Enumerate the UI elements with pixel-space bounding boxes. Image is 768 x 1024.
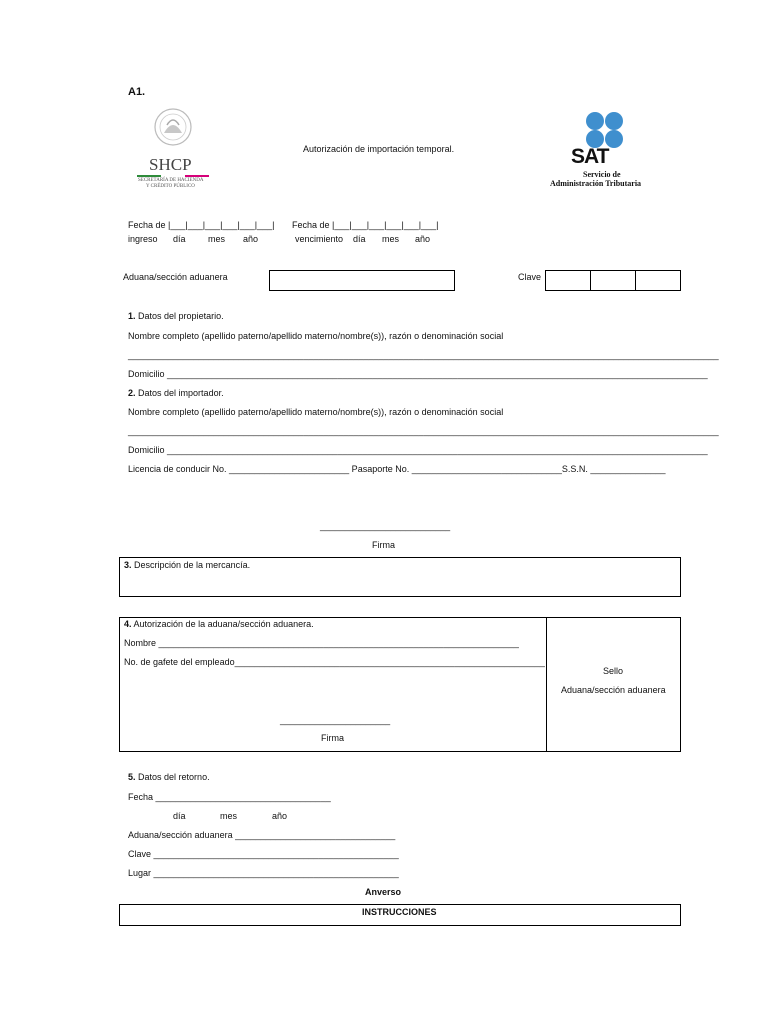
sat-line2: Administración Tributaria: [550, 179, 642, 188]
shcp-color-bar: [137, 175, 209, 177]
clave-input-1[interactable]: [545, 270, 591, 291]
s4-gafete[interactable]: No. de gafete del empleado______________________________________________________________: [124, 657, 545, 667]
fecha-ingreso-label: Fecha de |___|___|___|___|___|___|: [128, 220, 275, 230]
s2-heading: 2. Datos del importador.: [128, 388, 224, 398]
document-title: Autorización de importación temporal.: [303, 144, 455, 154]
s5-fecha[interactable]: Fecha ___________________________________: [128, 792, 331, 802]
clave-input-2[interactable]: [590, 270, 636, 291]
shcp-acronym: SHCP: [149, 155, 192, 174]
s2-nombre-label: Nombre completo (apellido paterno/apellido materno/nombre(s)), razón o denominación social: [128, 407, 504, 417]
fecha-vencimiento-sub: vencimiento: [295, 234, 344, 244]
s2-licencia-pasaporte-ssn[interactable]: Licencia de conducir No. ________________________ Pasaporte No. ______________________________S.S.N. _______________: [128, 464, 666, 474]
ingreso-mes: mes: [208, 234, 226, 244]
vencimiento-dia: día: [353, 234, 366, 244]
s2-domicilio[interactable]: Domicilio ____________________________________________________________________________________________________________: [128, 445, 708, 455]
s1-nombre-label: Nombre completo (apellido paterno/apellido materno/nombre(s)), razón o denominación social: [128, 331, 504, 341]
fecha-vencimiento-label: Fecha de |___|___|___|___|___|___|: [292, 220, 439, 230]
ingreso-dia: día: [173, 234, 186, 244]
vencimiento-mes: mes: [382, 234, 400, 244]
s5-mes: mes: [220, 811, 238, 821]
s4-firma-line[interactable]: ______________________: [280, 715, 391, 725]
mexico-seal-icon: [150, 107, 196, 147]
s5-dia: día: [173, 811, 186, 821]
firma-line[interactable]: __________________________: [320, 521, 451, 531]
s5-heading: 5. Datos del retorno.: [128, 772, 210, 782]
s5-clave[interactable]: Clave _________________________________________________: [128, 849, 399, 859]
sello-label: Sello: [603, 666, 624, 676]
vencimiento-ano: año: [415, 234, 431, 244]
s3-heading: 3. Descripción de la mercancía.: [124, 560, 251, 570]
clave-label: Clave: [518, 272, 542, 282]
s1-domicilio[interactable]: Domicilio ____________________________________________________________________________________________________________: [128, 369, 708, 379]
shcp-line2: Y CRÉDITO PÚBLICO: [146, 184, 195, 189]
shcp-line1: SECRETARÍA DE HACIENDA: [138, 178, 204, 183]
s4-firma-label: Firma: [321, 733, 344, 743]
clave-input-3[interactable]: [635, 270, 681, 291]
form-code: A1.: [128, 86, 146, 98]
s1-nombre-line[interactable]: ______________________________________________________________________________________________________________________: [128, 350, 719, 360]
s5-lugar[interactable]: Lugar _________________________________________________: [128, 868, 399, 878]
anverso-label: Anverso: [365, 887, 402, 897]
s5-ano: año: [272, 811, 288, 821]
fecha-ingreso-sub: ingreso: [128, 234, 158, 244]
s1-heading: 1. Datos del propietario.: [128, 311, 224, 321]
aduana-label: Aduana/sección aduanera: [123, 272, 228, 282]
firma-label: Firma: [372, 540, 395, 550]
ingreso-ano: año: [243, 234, 259, 244]
sello-sub-label: Aduana/sección aduanera: [561, 685, 666, 695]
sat-acronym: SAT: [571, 145, 609, 168]
s4-nombre[interactable]: Nombre ________________________________________________________________________: [124, 638, 519, 648]
s2-nombre-line[interactable]: ______________________________________________________________________________________________________________________: [128, 426, 719, 436]
aduana-input[interactable]: [269, 270, 455, 291]
sat-line1: Servicio de: [583, 170, 621, 179]
instrucciones-label: INSTRUCCIONES: [362, 907, 437, 917]
s5-aduana[interactable]: Aduana/sección aduanera ________________________________: [128, 830, 396, 840]
s4-heading: 4. Autorización de la aduana/sección aduanera.: [124, 619, 314, 629]
